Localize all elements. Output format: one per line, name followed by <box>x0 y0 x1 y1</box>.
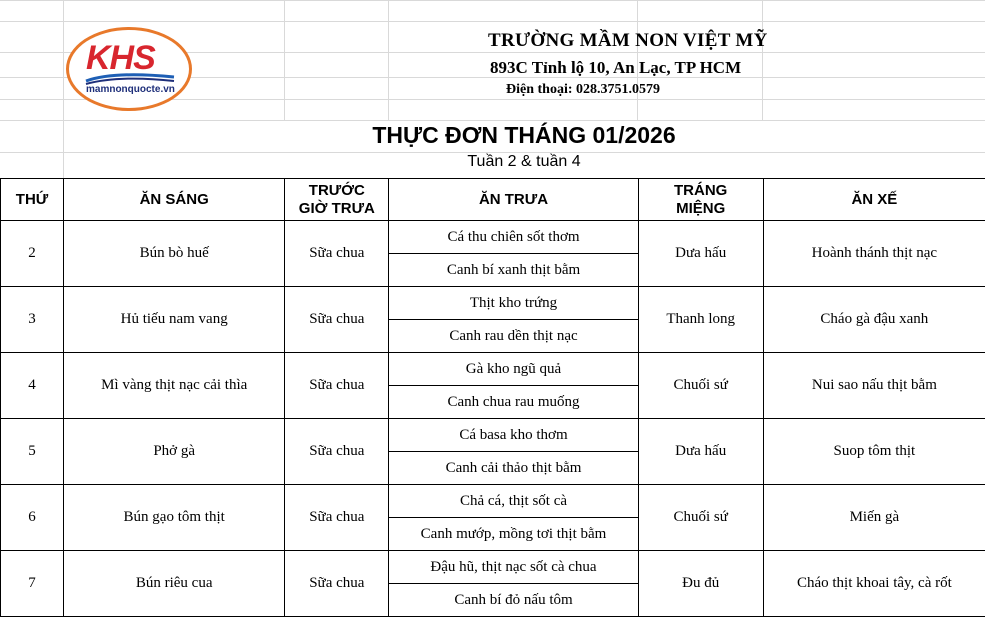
snack-cell: Nui sao nấu thịt bằm <box>763 353 985 419</box>
breakfast-cell: Bún gạo tôm thịt <box>64 485 285 551</box>
header-pre-lunch: TRƯỚC GIỜ TRƯA <box>285 179 389 221</box>
snack-cell: Suop tôm thịt <box>763 419 985 485</box>
table-row <box>1 221 985 254</box>
menu-title: THỰC ĐƠN THÁNG 01/2026 <box>372 122 676 148</box>
lunch-main-cell: Cá basa kho thơm <box>389 419 638 452</box>
table-row <box>1 551 985 584</box>
snack-cell: Cháo gà đậu xanh <box>763 287 985 353</box>
day-cell: 6 <box>1 485 64 551</box>
table-row <box>1 419 985 452</box>
breakfast-cell: Phở gà <box>64 419 285 485</box>
school-phone: Điện thoại: 028.3751.0579 <box>506 82 660 97</box>
logo-url: mamnonquocte.vn <box>86 84 175 95</box>
header-lunch: ĂN TRƯA <box>389 179 638 221</box>
lunch-soup-cell: Canh bí đỏ nấu tôm <box>389 584 638 617</box>
snack-cell: Cháo thịt khoai tây, cà rốt <box>763 551 985 617</box>
school-name: TRƯỜNG MẦM NON VIỆT MỸ <box>488 30 768 51</box>
header-dessert: TRÁNG MIỆNG <box>638 179 763 221</box>
header-snack: ĂN XẾ <box>763 179 985 221</box>
dessert-cell: Chuối sứ <box>638 353 763 419</box>
logo-swoosh-icon <box>84 71 176 85</box>
breakfast-cell: Bún riêu cua <box>64 551 285 617</box>
breakfast-cell: Hủ tiếu nam vang <box>64 287 285 353</box>
table-row <box>1 353 985 386</box>
table-row <box>1 287 985 320</box>
day-cell: 2 <box>1 221 64 287</box>
school-logo <box>66 27 196 117</box>
lunch-main-cell: Gà kho ngũ quả <box>389 353 638 386</box>
dessert-cell: Đu đủ <box>638 551 763 617</box>
lunch-soup-cell: Canh chua rau muống <box>389 386 638 419</box>
snack-cell: Miến gà <box>763 485 985 551</box>
lunch-soup-cell: Canh cải thảo thịt bằm <box>389 452 638 485</box>
lunch-main-cell: Cá thu chiên sốt thơm <box>389 221 638 254</box>
day-cell: 3 <box>1 287 64 353</box>
lunch-main-cell: Đậu hũ, thịt nạc sốt cà chua <box>389 551 638 584</box>
pre-lunch-cell: Sữa chua <box>285 485 389 551</box>
lunch-main-cell: Thịt kho trứng <box>389 287 638 320</box>
table-header-row <box>1 179 985 221</box>
menu-subtitle: Tuần 2 & tuần 4 <box>467 153 581 170</box>
pre-lunch-cell: Sữa chua <box>285 551 389 617</box>
menu-table <box>0 178 985 617</box>
day-cell: 5 <box>1 419 64 485</box>
breakfast-cell: Mì vàng thịt nạc cải thìa <box>64 353 285 419</box>
school-address: 893C Tỉnh lộ 10, An Lạc, TP HCM <box>490 58 742 77</box>
pre-lunch-cell: Sữa chua <box>285 287 389 353</box>
lunch-soup-cell: Canh rau dền thịt nạc <box>389 320 638 353</box>
header-day: THỨ <box>1 179 64 221</box>
dessert-cell: Dưa hấu <box>638 419 763 485</box>
pre-lunch-cell: Sữa chua <box>285 353 389 419</box>
dessert-cell: Thanh long <box>638 287 763 353</box>
day-cell: 4 <box>1 353 64 419</box>
pre-lunch-cell: Sữa chua <box>285 221 389 287</box>
day-cell: 7 <box>1 551 64 617</box>
logo-text: KHS <box>86 39 155 77</box>
header-breakfast: ĂN SÁNG <box>64 179 285 221</box>
dessert-cell: Dưa hấu <box>638 221 763 287</box>
table-row <box>1 485 985 518</box>
lunch-soup-cell: Canh mướp, mồng tơi thịt bằm <box>389 518 638 551</box>
lunch-main-cell: Chả cá, thịt sốt cà <box>389 485 638 518</box>
pre-lunch-cell: Sữa chua <box>285 419 389 485</box>
dessert-cell: Chuối sứ <box>638 485 763 551</box>
breakfast-cell: Bún bò huế <box>64 221 285 287</box>
snack-cell: Hoành thánh thịt nạc <box>763 221 985 287</box>
lunch-soup-cell: Canh bí xanh thịt bằm <box>389 254 638 287</box>
